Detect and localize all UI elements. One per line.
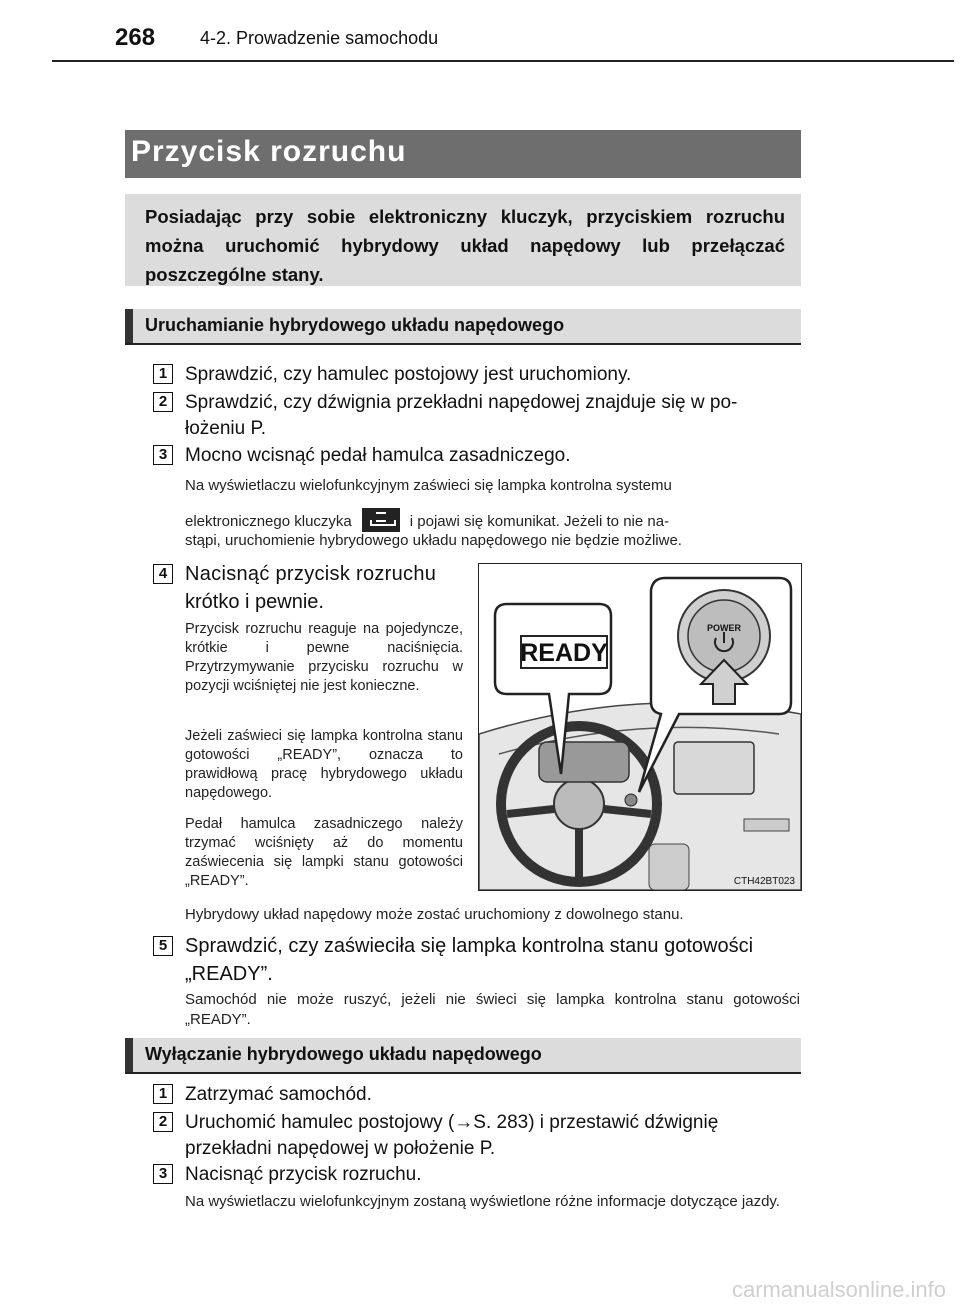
step-4-text: Nacisnąć przycisk rozruchu <box>185 563 437 585</box>
intro-box <box>125 194 801 286</box>
step-4-note-2: Jeżeli zaświeci się lampka kontrolna stanu gotowości „READY”, oznacza to prawidłową pracę hybrydowego układu napędowego. <box>185 728 463 801</box>
figure-code: CTH42BT023 <box>733 876 795 887</box>
smart-key-indicator-icon <box>362 508 400 532</box>
watermark: carmanualsonline.info <box>731 1277 946 1302</box>
page-title: Przycisk rozruchu <box>131 135 407 168</box>
step-number-2: 2 <box>153 1112 173 1132</box>
note-text-cont: i pojawi się komunikat. Jeżeli to nie na- <box>409 513 670 530</box>
step-3-text: Mocno wcisnąć pedał hamulca zasadniczego. <box>185 445 571 466</box>
intro-text: Posiadając przy sobie elektroniczny kluczyk, przyciskiem rozruchu można uruchomić hybrydowy układ napędowy lub przełączać poszczególne stany. <box>145 206 785 285</box>
step-3-note-line1: Na wyświetlaczu wielofunkcyjnym zaświeci się lampka kontrolna systemu <box>185 477 672 494</box>
power-label: POWER <box>706 623 742 633</box>
step-number-2: 2 <box>153 392 173 412</box>
step-number-1: 1 <box>153 1084 173 1104</box>
section-marker <box>125 309 133 343</box>
section-title: Uruchamianie hybrydowego układu napędowego <box>145 315 565 335</box>
ready-label: READY <box>520 639 608 667</box>
step-2-text-cont: łożeniu P. <box>185 418 266 439</box>
page-number: 268 <box>115 24 156 51</box>
step-4-note-1: Przycisk rozruchu reaguje na pojedyncze, krótkie i pewne naciśnięcia. Przytrzymywanie przycisku rozruchu w pozycji wciśniętej nie jest konieczne. <box>185 621 463 694</box>
header-rule <box>52 60 954 62</box>
section-title: Wyłączanie hybrydowego układu napędowego <box>145 1044 542 1064</box>
step-number-5: 5 <box>153 936 173 956</box>
step-3-text: Nacisnąć przycisk rozruchu. <box>185 1164 422 1185</box>
step-4-text-cont: krótko i pewnie. <box>185 591 324 613</box>
section-marker <box>125 1038 133 1072</box>
step-3-note-line3: stąpi, uruchomienie hybrydowego układu napędowego nie będzie możliwe. <box>185 532 682 549</box>
step-4-note-4: Hybrydowy układ napędowy może zostać uruchomiony z dowolnego stanu. <box>185 906 684 923</box>
step-2-text: Sprawdzić, czy dźwignia przekładni napędowej znajduje się w po- <box>185 392 738 413</box>
step-4-note-3: Pedał hamulca zasadniczego należy trzymać wciśnięty aż do momentu zaświecenia się lampki stanu gotowości „READY”. <box>185 816 463 889</box>
step-5-text: Sprawdzić, czy zaświeciła się lampka kontrolna stanu gotowości <box>185 935 754 957</box>
step-3-note: Na wyświetlaczu wielofunkcyjnym zostaną wyświetlone różne informacje dotyczące jazdy. <box>185 1193 780 1210</box>
step-1-text: Sprawdzić, czy hamulec postojowy jest uruchomiony. <box>185 364 632 385</box>
note-text: elektronicznego kluczyka <box>185 513 352 530</box>
step-3-note-line2 <box>185 508 800 532</box>
step-2-text: Uruchomić hamulec postojowy (→S. 283) i przestawić dźwignię <box>185 1112 719 1133</box>
step-number-3: 3 <box>153 1164 173 1184</box>
page-title-bar <box>125 130 801 178</box>
step-number-1: 1 <box>153 364 173 384</box>
section-heading-start <box>125 309 801 345</box>
step-2-text-cont: przekładni napędowej w położenie P. <box>185 1138 496 1159</box>
step-1-text: Zatrzymać samochód. <box>185 1084 372 1105</box>
step-number-4: 4 <box>153 564 173 584</box>
section-heading-stop <box>125 1038 801 1074</box>
step-5-text-cont: „READY”. <box>185 963 273 985</box>
step-5-note: Samochód nie może ruszyć, jeżeli nie świeci się lampka kontrolna stanu gotowości „READY”. <box>185 991 800 1028</box>
step-number-3: 3 <box>153 445 173 465</box>
dashboard-illustration <box>478 563 802 891</box>
chapter-title: 4-2. Prowadzenie samochodu <box>200 28 439 48</box>
